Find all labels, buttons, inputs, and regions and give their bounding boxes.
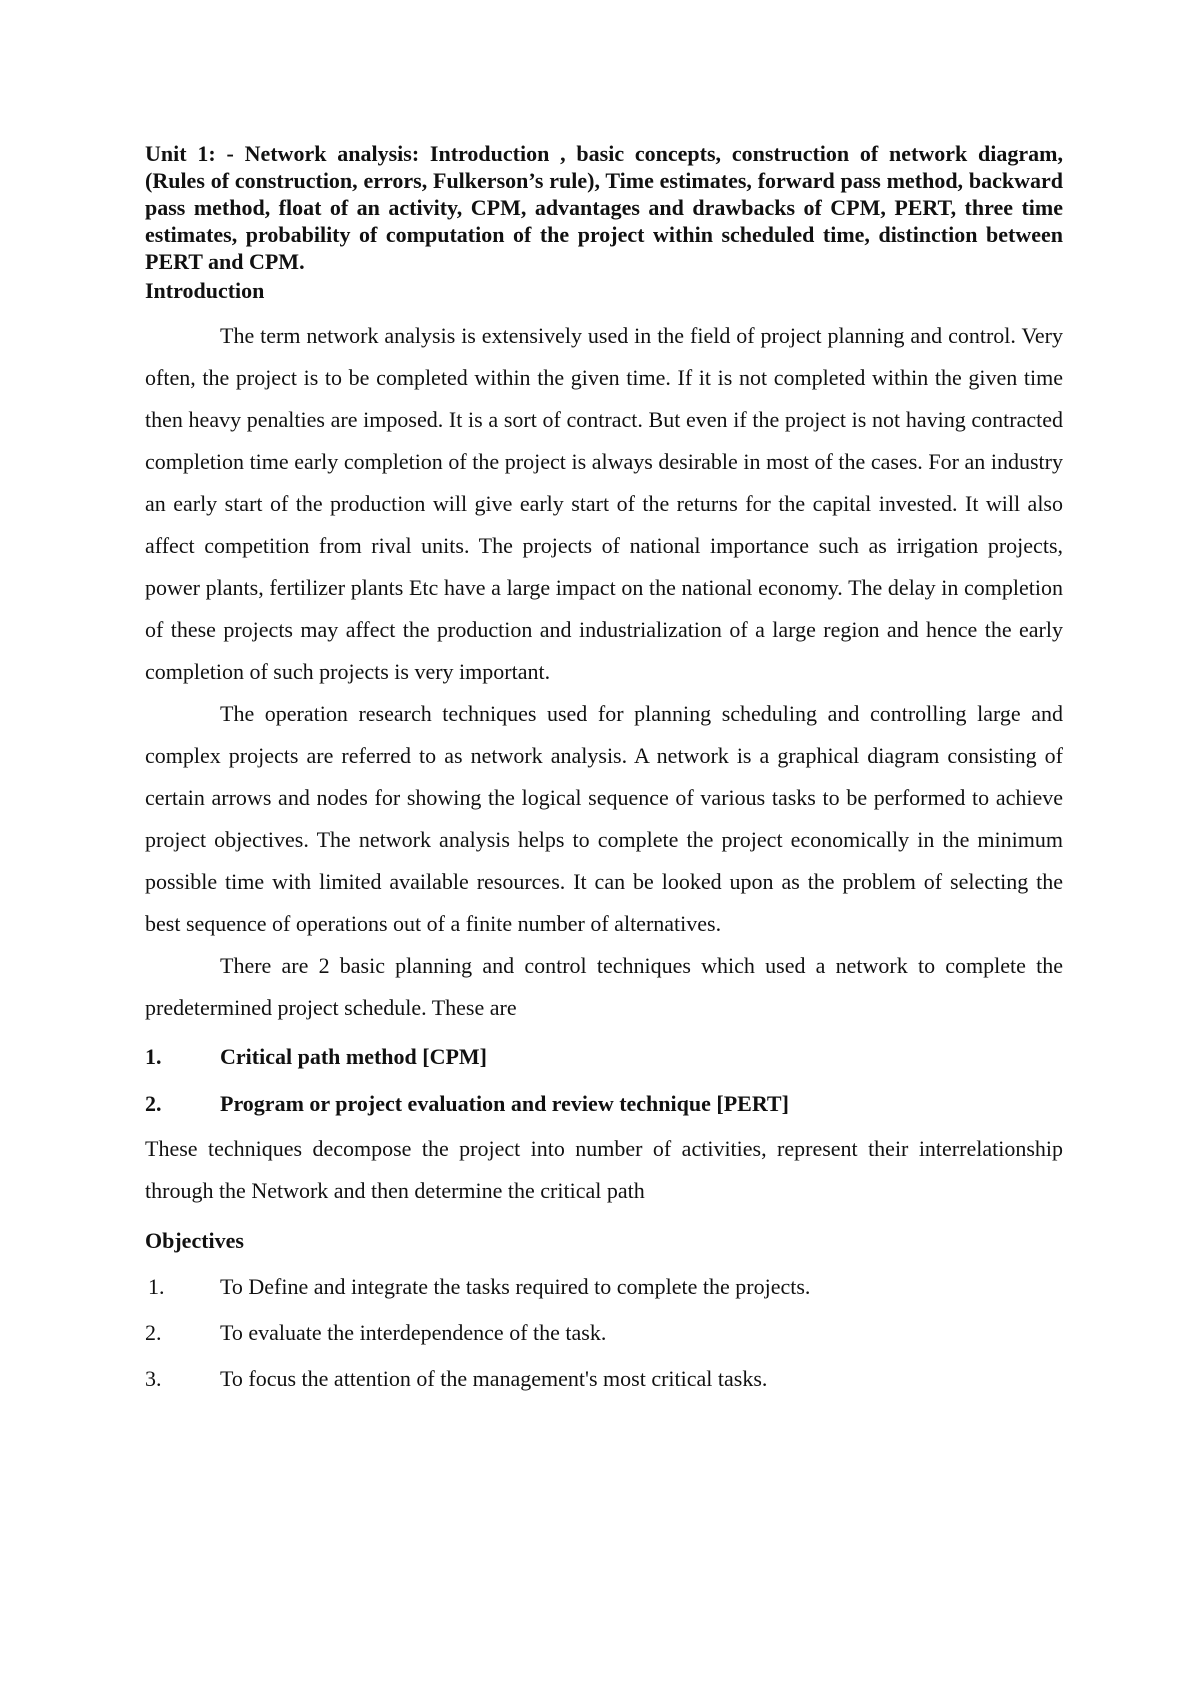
unit-heading: Unit 1: - Network analysis: Introduction , basic concepts, construction of network diagram, (Rules of construction, errors, Fulkerson’s rule), Time estimates, forward pass method, backward pass method, float of an activity, CPM, advantages and drawbacks of CPM, PERT, three time estimates, probability of computation of the project within scheduled time, distinction between PERT and CPM. [145, 141, 1063, 274]
document-page [145, 140, 1063, 1393]
objective-number: 3. [145, 1366, 162, 1391]
technique-text: Program or project evaluation and review technique [PERT] [220, 1091, 789, 1116]
objective-item [145, 1365, 1063, 1393]
paragraph-basic-techniques: There are 2 basic planning and control techniques which used a network to complete the predetermined project schedule. These are [145, 953, 1063, 1020]
technique-number: 2. [145, 1091, 162, 1116]
technique-item [145, 1090, 1063, 1118]
technique-text: Critical path method [CPM] [220, 1044, 488, 1069]
objective-item [145, 1273, 1063, 1301]
introduction-title: Introduction [145, 278, 265, 303]
objective-number: 1. [148, 1274, 165, 1299]
paragraph-decompose: These techniques decompose the project into number of activities, represent their interrelationship through the Network and then determine the critical path [145, 1136, 1063, 1203]
paragraph-network-analysis: The term network analysis is extensively used in the field of project planning and control. Very often, the project is to be completed within the given time. If it is not completed within the given time then heavy penalties are imposed. It is a sort of contract. But even if the project is not having contracted completion time early completion of the project is always desirable in most of the cases. For an industry an early start of the production will give early start of the returns for the capital invested. It will also affect competition from rival units. The projects of national importance such as irrigation projects, power plants, fertilizer plants Etc have a large impact on the national economy. The delay in completion of these projects may affect the production and industrialization of a large region and hence the early completion of such projects is very important. [145, 323, 1063, 684]
paragraph-operation-research: The operation research techniques used for planning scheduling and controlling large and complex projects are referred to as network analysis. A network is a graphical diagram consisting of certain arrows and nodes for showing the logical sequence of various tasks to be performed to achieve project objectives. The network analysis helps to complete the project economically in the minimum possible time with limited available resources. It can be looked upon as the problem of selecting the best sequence of operations out of a finite number of alternatives. [145, 701, 1063, 936]
technique-number: 1. [145, 1044, 162, 1069]
objective-text: To evaluate the interdependence of the task. [220, 1320, 607, 1345]
technique-item [145, 1043, 1063, 1071]
objective-item [145, 1319, 1063, 1347]
objectives-title: Objectives [145, 1228, 244, 1253]
objective-text: To focus the attention of the management's most critical tasks. [220, 1366, 768, 1391]
objective-text: To Define and integrate the tasks required to complete the projects. [220, 1274, 811, 1299]
objective-number: 2. [145, 1320, 162, 1345]
